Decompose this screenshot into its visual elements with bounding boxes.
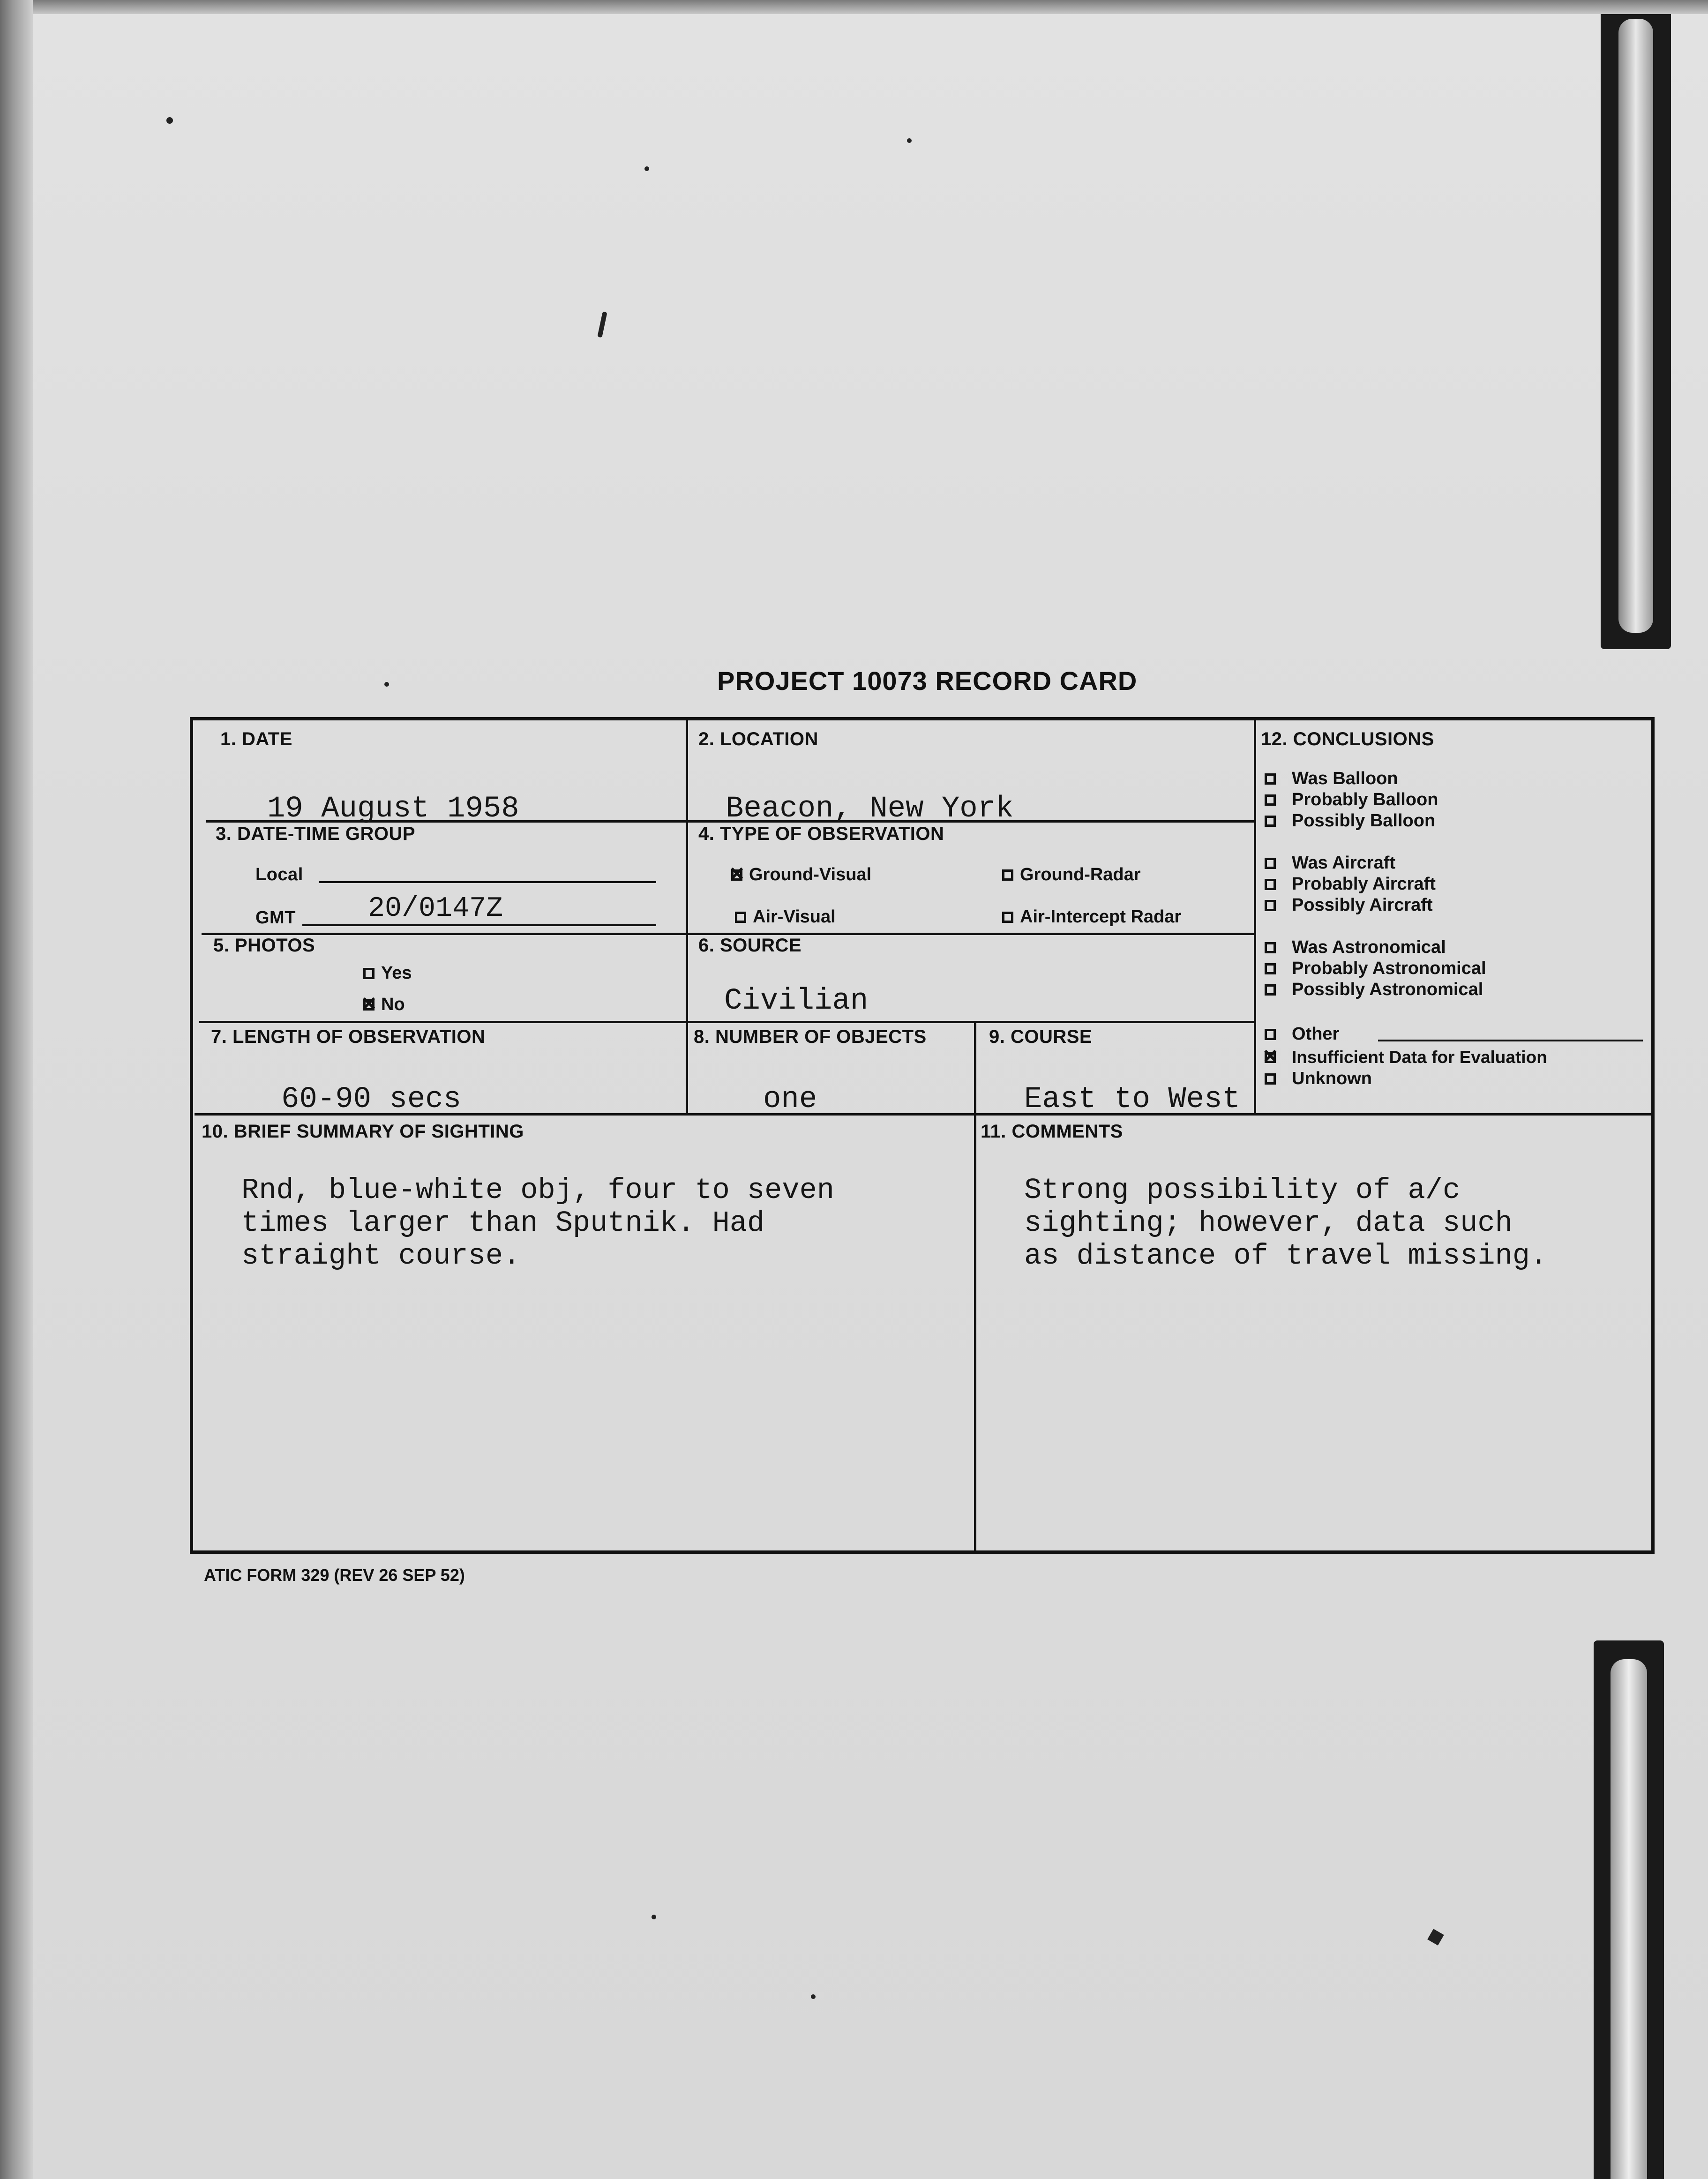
checkbox-checked[interactable]	[363, 999, 375, 1011]
option-air-visual[interactable]: Air-Visual	[735, 907, 836, 927]
location-label: 2. LOCATION	[698, 729, 818, 749]
date-time-group-label: 3. DATE-TIME GROUP	[216, 824, 416, 844]
conclusion-other[interactable]: Other	[1265, 1024, 1339, 1044]
conclusion-unknown[interactable]: Unknown	[1265, 1069, 1372, 1089]
comments-line: sighting; however, data such	[1024, 1206, 1513, 1240]
course-label: 9. COURSE	[989, 1026, 1093, 1047]
divider	[974, 1021, 976, 1551]
local-label: Local	[255, 865, 303, 884]
type-of-observation-label: 4. TYPE OF OBSERVATION	[698, 824, 944, 844]
checkbox[interactable]	[1265, 1073, 1276, 1085]
comments-label: 11. COMMENTS	[981, 1121, 1123, 1142]
conclusions-label: 12. CONCLUSIONS	[1261, 729, 1434, 749]
card-title: PROJECT 10073 RECORD CARD	[717, 666, 1138, 696]
checkbox[interactable]	[1002, 912, 1013, 923]
divider	[1254, 719, 1256, 1113]
source-value: Civilian	[724, 984, 869, 1018]
checkbox[interactable]	[1265, 816, 1276, 827]
dust-speck	[384, 682, 389, 687]
length-of-observation-value: 60-90 secs	[281, 1083, 462, 1116]
divider	[686, 719, 688, 1113]
comments-line: Strong possibility of a/c	[1024, 1174, 1461, 1207]
checkbox[interactable]	[1265, 942, 1276, 953]
option-photos-no[interactable]: × No	[363, 995, 405, 1015]
checkbox[interactable]	[1265, 900, 1276, 911]
scan-edge-left	[0, 0, 33, 2179]
conclusion-possibly-balloon[interactable]: Possibly Balloon	[1265, 811, 1435, 831]
option-ground-visual[interactable]: × Ground-Visual	[731, 865, 871, 885]
binder-clip-top	[1601, 14, 1671, 649]
conclusion-probably-aircraft[interactable]: Probably Aircraft	[1265, 874, 1436, 894]
checkbox[interactable]	[1265, 773, 1276, 785]
gmt-label: GMT	[255, 908, 296, 928]
dust-speck	[1427, 1929, 1444, 1946]
checkbox[interactable]	[1265, 963, 1276, 974]
option-photos-yes[interactable]: Yes	[363, 963, 412, 983]
checkbox[interactable]	[1265, 794, 1276, 806]
checkbox[interactable]	[1265, 1029, 1276, 1040]
scan-edge-top	[0, 0, 1708, 14]
summary-line: Rnd, blue-white obj, four to seven	[241, 1174, 835, 1207]
checkbox[interactable]	[1265, 858, 1276, 869]
conclusion-probably-astronomical[interactable]: Probably Astronomical	[1265, 958, 1486, 979]
checkbox-checked[interactable]	[1265, 1052, 1276, 1063]
option-air-intercept-radar[interactable]: Air-Intercept Radar	[1002, 907, 1181, 927]
conclusion-was-aircraft[interactable]: Was Aircraft	[1265, 853, 1395, 873]
number-of-objects-value: one	[763, 1083, 817, 1116]
form-identifier: ATIC FORM 329 (REV 26 SEP 52)	[204, 1565, 465, 1585]
gmt-value: 20/0147Z	[368, 893, 503, 925]
conclusion-possibly-aircraft[interactable]: Possibly Aircraft	[1265, 895, 1433, 915]
dust-speck	[907, 138, 912, 143]
source-label: 6. SOURCE	[698, 935, 802, 956]
pen-mark	[597, 312, 607, 338]
divider	[199, 1021, 1256, 1023]
binder-clip-bottom	[1594, 1640, 1664, 2179]
option-ground-radar[interactable]: Ground-Radar	[1002, 865, 1141, 885]
checkbox[interactable]	[1265, 984, 1276, 996]
checkbox[interactable]	[363, 968, 375, 979]
conclusion-probably-balloon[interactable]: Probably Balloon	[1265, 790, 1438, 810]
checkbox[interactable]	[1002, 869, 1013, 881]
dust-speck	[166, 117, 173, 124]
local-blank-line	[319, 881, 656, 883]
length-of-observation-label: 7. LENGTH OF OBSERVATION	[211, 1026, 486, 1047]
dust-speck	[644, 166, 649, 171]
dust-speck	[811, 1994, 816, 1999]
number-of-objects-label: 8. NUMBER OF OBJECTS	[694, 1026, 927, 1047]
conclusion-was-astronomical[interactable]: Was Astronomical	[1265, 937, 1446, 958]
date-label: 1. DATE	[220, 729, 292, 749]
checkbox[interactable]	[735, 912, 746, 923]
comments-line: as distance of travel missing.	[1024, 1239, 1548, 1273]
other-blank-line	[1378, 1040, 1643, 1041]
conclusion-insufficient-data[interactable]: × Insufficient Data for Evaluation	[1265, 1048, 1547, 1067]
dust-speck	[652, 1915, 656, 1919]
course-value: East to West	[1024, 1083, 1240, 1116]
conclusion-possibly-astronomical[interactable]: Possibly Astronomical	[1265, 980, 1483, 1000]
conclusion-was-balloon[interactable]: Was Balloon	[1265, 769, 1398, 789]
summary-line: times larger than Sputnik. Had	[241, 1206, 765, 1240]
photos-label: 5. PHOTOS	[213, 935, 315, 956]
summary-label: 10. BRIEF SUMMARY OF SIGHTING	[202, 1121, 524, 1142]
location-value: Beacon, New York	[726, 792, 1014, 826]
checkbox[interactable]	[1265, 879, 1276, 890]
date-value: 19 August 1958	[267, 792, 519, 826]
summary-line: straight course.	[241, 1239, 521, 1273]
checkbox-checked[interactable]	[731, 869, 742, 881]
